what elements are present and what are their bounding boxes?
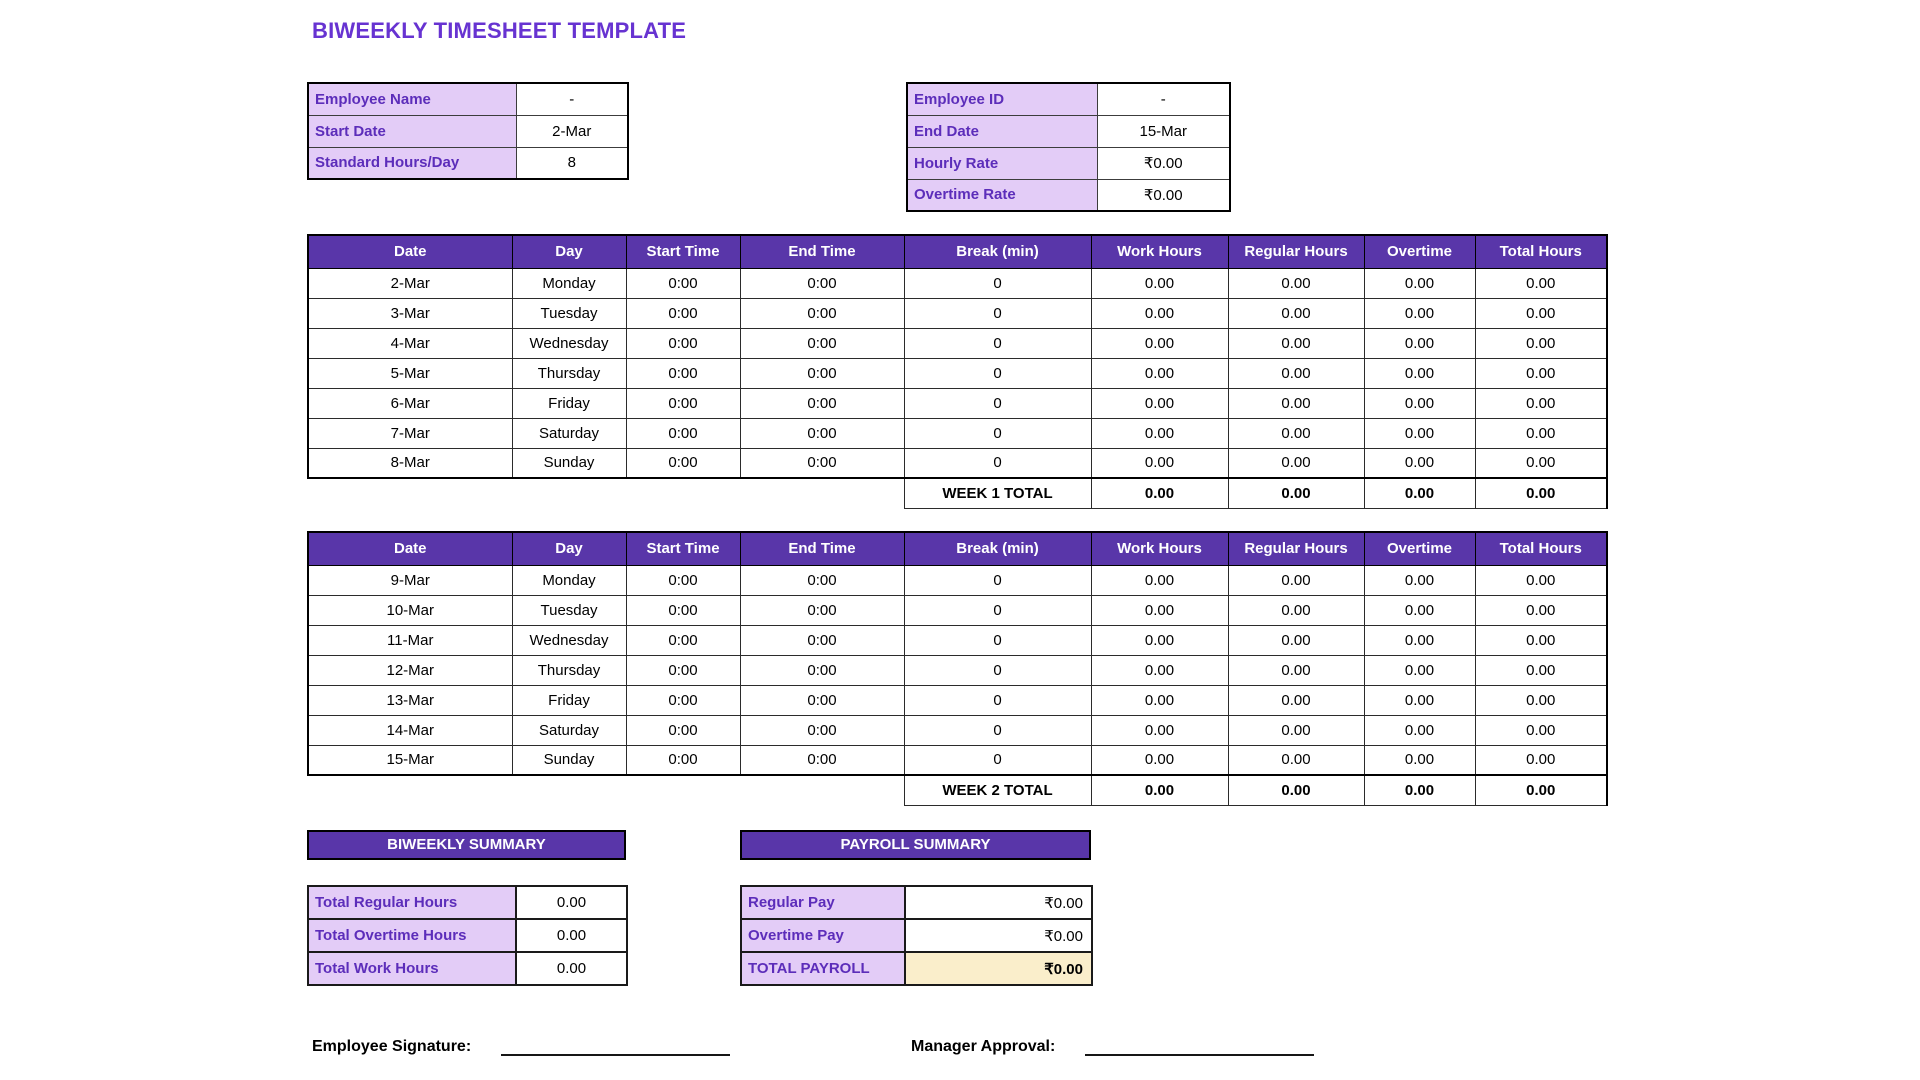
timesheet-cell[interactable]: 0.00 [1475, 595, 1607, 625]
timesheet-cell[interactable]: 0.00 [1364, 388, 1475, 418]
employee-info-right-table [906, 82, 1231, 212]
timesheet-row [308, 715, 1607, 745]
biweekly-summary-label: Total Regular Hours [308, 886, 516, 919]
payroll-summary-label: Overtime Pay [741, 919, 905, 952]
column-header: Break (min) [904, 532, 1091, 565]
week-total-value: 0.00 [1228, 775, 1364, 805]
timesheet-cell: Tuesday [512, 595, 626, 625]
employee-info-label: Start Date [308, 115, 516, 147]
timesheet-cell: Monday [512, 565, 626, 595]
employee-info-value-cell[interactable]: 8 [516, 147, 628, 179]
column-header: Day [512, 235, 626, 268]
timesheet-cell[interactable]: 0.00 [1228, 595, 1364, 625]
payroll-summary-header: PAYROLL SUMMARY [740, 830, 1091, 860]
timesheet-cell[interactable]: 0:00 [626, 268, 740, 298]
column-header: Break (min) [904, 235, 1091, 268]
timesheet-cell[interactable]: 0.00 [1228, 448, 1364, 478]
timesheet-cell[interactable]: 0:00 [740, 418, 904, 448]
biweekly-summary-label: Total Overtime Hours [308, 919, 516, 952]
timesheet-cell[interactable]: 0.00 [1475, 358, 1607, 388]
employee-info-row [308, 83, 628, 115]
employee-info-row [907, 179, 1230, 211]
timesheet-cell[interactable]: 0 [904, 388, 1091, 418]
column-header: Work Hours [1091, 235, 1228, 268]
column-header: Regular Hours [1228, 235, 1364, 268]
manager-approval-line[interactable] [1085, 1038, 1314, 1056]
timesheet-cell: Sunday [512, 745, 626, 775]
timesheet-cell[interactable]: 0 [904, 655, 1091, 685]
timesheet-cell[interactable]: 0.00 [1228, 298, 1364, 328]
biweekly-summary-row [308, 886, 627, 919]
employee-info-row [907, 147, 1230, 179]
employee-info-label: Employee ID [907, 83, 1097, 115]
week-total-label: WEEK 1 TOTAL [904, 478, 1091, 508]
timesheet-cell[interactable]: 0:00 [626, 298, 740, 328]
timesheet-cell[interactable]: 0 [904, 448, 1091, 478]
timesheet-cell[interactable]: 0.00 [1475, 565, 1607, 595]
employee-info-row [907, 83, 1230, 115]
biweekly-summary-row [308, 919, 627, 952]
timesheet-row [308, 358, 1607, 388]
timesheet-cell[interactable]: 0.00 [1091, 685, 1228, 715]
timesheet-cell[interactable]: 0.00 [1364, 298, 1475, 328]
column-header: Total Hours [1475, 235, 1607, 268]
timesheet-cell[interactable]: 0:00 [626, 448, 740, 478]
timesheet-cell[interactable]: 0.00 [1091, 655, 1228, 685]
manager-approval-label: Manager Approval: [911, 1038, 1056, 1055]
timesheet-cell[interactable]: 0.00 [1228, 565, 1364, 595]
timesheet-cell[interactable]: 0 [904, 745, 1091, 775]
biweekly-summary-value: 0.00 [516, 919, 627, 952]
timesheet-cell[interactable]: 0.00 [1091, 565, 1228, 595]
employee-signature-block [312, 1038, 730, 1056]
timesheet-cell[interactable]: 0:00 [626, 745, 740, 775]
timesheet-cell[interactable]: 0:00 [740, 625, 904, 655]
week-total-spacer [308, 478, 904, 508]
timesheet-cell: 8-Mar [308, 448, 512, 478]
timesheet-row [308, 565, 1607, 595]
timesheet-cell[interactable]: 0.00 [1228, 418, 1364, 448]
timesheet-cell: Friday [512, 685, 626, 715]
column-header: Start Time [626, 235, 740, 268]
week-total-value: 0.00 [1228, 478, 1364, 508]
biweekly-summary-row [308, 952, 627, 985]
timesheet-cell[interactable]: 0.00 [1475, 715, 1607, 745]
employee-info-label: Employee Name [308, 83, 516, 115]
timesheet-cell[interactable]: 0:00 [626, 655, 740, 685]
column-header: Total Hours [1475, 532, 1607, 565]
column-header: Regular Hours [1228, 532, 1364, 565]
timesheet-cell[interactable]: 0:00 [626, 565, 740, 595]
employee-info-label: Overtime Rate [907, 179, 1097, 211]
week1-header-row [308, 235, 1607, 268]
employee-info-value-cell[interactable]: 15-Mar [1097, 115, 1230, 147]
employee-info-right [906, 82, 1231, 212]
timesheet-cell: 15-Mar [308, 745, 512, 775]
timesheet-cell: 4-Mar [308, 328, 512, 358]
timesheet-row [308, 448, 1607, 478]
timesheet-cell: Monday [512, 268, 626, 298]
column-header: Overtime [1364, 532, 1475, 565]
timesheet-cell: 12-Mar [308, 655, 512, 685]
timesheet-cell[interactable]: 0:00 [740, 358, 904, 388]
timesheet-cell: Wednesday [512, 328, 626, 358]
week-total-spacer [308, 775, 904, 805]
week-total-label: WEEK 2 TOTAL [904, 775, 1091, 805]
employee-info-value-cell[interactable]: ₹0.00 [1097, 179, 1230, 211]
column-header: Start Time [626, 532, 740, 565]
timesheet-cell[interactable]: 0.00 [1364, 655, 1475, 685]
payroll-summary-label: TOTAL PAYROLL [741, 952, 905, 985]
biweekly-summary-section [307, 885, 628, 986]
payroll-summary-value: ₹0.00 [905, 919, 1092, 952]
payroll-summary-value: ₹0.00 [905, 952, 1092, 985]
timesheet-cell[interactable]: 0.00 [1364, 418, 1475, 448]
employee-info-row [907, 115, 1230, 147]
timesheet-cell: 9-Mar [308, 565, 512, 595]
timesheet-cell[interactable]: 0 [904, 625, 1091, 655]
timesheet-cell: 5-Mar [308, 358, 512, 388]
timesheet-cell[interactable]: 0.00 [1091, 328, 1228, 358]
payroll-summary-label: Regular Pay [741, 886, 905, 919]
week-total-value: 0.00 [1091, 775, 1228, 805]
timesheet-cell[interactable]: 0:00 [740, 298, 904, 328]
timesheet-cell[interactable]: 0 [904, 418, 1091, 448]
timesheet-cell: Wednesday [512, 625, 626, 655]
timesheet-cell: 3-Mar [308, 298, 512, 328]
week-total-row [308, 775, 1607, 805]
timesheet-cell[interactable]: 0.00 [1091, 625, 1228, 655]
timesheet-cell[interactable]: 0.00 [1091, 595, 1228, 625]
payroll-summary-row [741, 952, 1092, 985]
week-total-value: 0.00 [1475, 775, 1607, 805]
timesheet-cell[interactable]: 0.00 [1091, 745, 1228, 775]
timesheet-cell: Thursday [512, 655, 626, 685]
timesheet-cell: Saturday [512, 715, 626, 745]
employee-info-value-cell[interactable]: ₹0.00 [1097, 147, 1230, 179]
timesheet-cell[interactable]: 0:00 [740, 595, 904, 625]
timesheet-cell[interactable]: 0:00 [626, 625, 740, 655]
timesheet-cell[interactable]: 0 [904, 328, 1091, 358]
timesheet-cell: 6-Mar [308, 388, 512, 418]
column-header: Overtime [1364, 235, 1475, 268]
timesheet-cell[interactable]: 0.00 [1228, 268, 1364, 298]
timesheet-cell: 2-Mar [308, 268, 512, 298]
timesheet-cell[interactable]: 0 [904, 685, 1091, 715]
timesheet-cell[interactable]: 0.00 [1475, 388, 1607, 418]
timesheet-row [308, 388, 1607, 418]
timesheet-row [308, 268, 1607, 298]
timesheet-cell[interactable]: 0.00 [1475, 448, 1607, 478]
timesheet-cell[interactable]: 0 [904, 715, 1091, 745]
timesheet-cell[interactable]: 0:00 [740, 268, 904, 298]
week2-timesheet-table [307, 531, 1608, 806]
week-total-value: 0.00 [1091, 478, 1228, 508]
timesheet-cell[interactable]: 0.00 [1364, 595, 1475, 625]
timesheet-cell: Thursday [512, 358, 626, 388]
week1-timesheet-table [307, 234, 1608, 509]
payroll-summary-table [740, 885, 1093, 986]
timesheet-row [308, 298, 1607, 328]
timesheet-cell[interactable]: 0.00 [1091, 715, 1228, 745]
week-total-value: 0.00 [1475, 478, 1607, 508]
manager-approval-block [911, 1038, 1314, 1056]
timesheet-cell[interactable]: 0.00 [1364, 715, 1475, 745]
timesheet-row [308, 655, 1607, 685]
payroll-summary-section [740, 885, 1093, 986]
column-header: Day [512, 532, 626, 565]
timesheet-cell[interactable]: 0:00 [740, 448, 904, 478]
timesheet-cell[interactable]: 0.00 [1364, 268, 1475, 298]
timesheet-cell[interactable]: 0:00 [626, 328, 740, 358]
timesheet-row [308, 685, 1607, 715]
timesheet-cell[interactable]: 0:00 [626, 595, 740, 625]
employee-info-left [307, 82, 629, 180]
timesheet-cell[interactable]: 0.00 [1228, 388, 1364, 418]
column-header: Date [308, 235, 512, 268]
timesheet-cell[interactable]: 0:00 [626, 715, 740, 745]
employee-info-label: End Date [907, 115, 1097, 147]
week-total-value: 0.00 [1364, 775, 1475, 805]
timesheet-cell[interactable]: 0.00 [1091, 298, 1228, 328]
employee-info-row [308, 147, 628, 179]
employee-info-value-cell[interactable]: - [1097, 83, 1230, 115]
timesheet-cell: Saturday [512, 418, 626, 448]
page-title: BIWEEKLY TIMESHEET TEMPLATE [312, 18, 687, 43]
biweekly-summary-label: Total Work Hours [308, 952, 516, 985]
timesheet-cell[interactable]: 0 [904, 298, 1091, 328]
timesheet-cell[interactable]: 0.00 [1228, 358, 1364, 388]
timesheet-cell[interactable]: 0.00 [1228, 715, 1364, 745]
employee-signature-line[interactable] [501, 1038, 730, 1056]
timesheet-cell[interactable]: 0.00 [1364, 685, 1475, 715]
week-total-value: 0.00 [1364, 478, 1475, 508]
biweekly-summary-table [307, 885, 628, 986]
timesheet-cell[interactable]: 0.00 [1364, 745, 1475, 775]
column-header: Date [308, 532, 512, 565]
employee-info-value-cell[interactable]: - [516, 83, 628, 115]
timesheet-cell[interactable]: 0.00 [1364, 358, 1475, 388]
timesheet-cell[interactable]: 0:00 [740, 745, 904, 775]
timesheet-cell[interactable]: 0.00 [1475, 655, 1607, 685]
timesheet-row [308, 595, 1607, 625]
timesheet-cell[interactable]: 0.00 [1228, 328, 1364, 358]
employee-info-value-cell[interactable]: 2-Mar [516, 115, 628, 147]
timesheet-cell[interactable]: 0:00 [740, 328, 904, 358]
employee-info-label: Hourly Rate [907, 147, 1097, 179]
employee-signature-label: Employee Signature: [312, 1038, 472, 1055]
timesheet-cell[interactable]: 0.00 [1364, 625, 1475, 655]
timesheet-cell[interactable]: 0:00 [626, 685, 740, 715]
timesheet-row [308, 745, 1607, 775]
timesheet-cell[interactable]: 0.00 [1475, 745, 1607, 775]
biweekly-summary-value: 0.00 [516, 886, 627, 919]
timesheet-cell[interactable]: 0.00 [1091, 388, 1228, 418]
timesheet-cell[interactable]: 0.00 [1364, 565, 1475, 595]
timesheet-cell: Sunday [512, 448, 626, 478]
timesheet-cell[interactable]: 0.00 [1364, 448, 1475, 478]
timesheet-cell[interactable]: 0.00 [1475, 328, 1607, 358]
timesheet-row [308, 418, 1607, 448]
timesheet-cell[interactable]: 0:00 [740, 655, 904, 685]
timesheet-cell[interactable]: 0 [904, 268, 1091, 298]
timesheet-cell[interactable]: 0.00 [1091, 358, 1228, 388]
payroll-summary-row [741, 919, 1092, 952]
timesheet-cell[interactable]: 0.00 [1475, 685, 1607, 715]
timesheet-cell[interactable]: 0:00 [740, 685, 904, 715]
week1-section [307, 234, 1608, 509]
timesheet-cell[interactable]: 0:00 [626, 418, 740, 448]
biweekly-summary-value: 0.00 [516, 952, 627, 985]
timesheet-cell: 10-Mar [308, 595, 512, 625]
column-header: End Time [740, 235, 904, 268]
timesheet-cell[interactable]: 0.00 [1228, 745, 1364, 775]
column-header: Work Hours [1091, 532, 1228, 565]
timesheet-cell[interactable]: 0:00 [740, 565, 904, 595]
timesheet-cell[interactable]: 0 [904, 565, 1091, 595]
timesheet-cell[interactable]: 0:00 [626, 388, 740, 418]
timesheet-row [308, 625, 1607, 655]
payroll-summary-value: ₹0.00 [905, 886, 1092, 919]
timesheet-cell[interactable]: 0:00 [740, 388, 904, 418]
timesheet-cell[interactable]: 0.00 [1228, 685, 1364, 715]
payroll-summary-row [741, 886, 1092, 919]
timesheet-cell: Friday [512, 388, 626, 418]
timesheet-cell[interactable]: 0.00 [1475, 298, 1607, 328]
timesheet-cell[interactable]: 0.00 [1091, 418, 1228, 448]
week-total-row [308, 478, 1607, 508]
timesheet-cell: Tuesday [512, 298, 626, 328]
timesheet-cell[interactable]: 0 [904, 595, 1091, 625]
timesheet-cell[interactable]: 0 [904, 358, 1091, 388]
column-header: End Time [740, 532, 904, 565]
biweekly-summary-header: BIWEEKLY SUMMARY [307, 830, 626, 860]
timesheet-cell[interactable]: 0:00 [740, 715, 904, 745]
timesheet-cell[interactable]: 0.00 [1475, 418, 1607, 448]
timesheet-cell[interactable]: 0.00 [1228, 625, 1364, 655]
timesheet-cell[interactable]: 0.00 [1091, 268, 1228, 298]
timesheet-cell[interactable]: 0.00 [1475, 625, 1607, 655]
week2-header-row [308, 532, 1607, 565]
timesheet-cell: 13-Mar [308, 685, 512, 715]
timesheet-cell[interactable]: 0.00 [1228, 655, 1364, 685]
timesheet-cell: 11-Mar [308, 625, 512, 655]
timesheet-cell: 7-Mar [308, 418, 512, 448]
timesheet-cell: 14-Mar [308, 715, 512, 745]
employee-info-row [308, 115, 628, 147]
timesheet-row [308, 328, 1607, 358]
timesheet-cell[interactable]: 0.00 [1364, 328, 1475, 358]
employee-info-left-table [307, 82, 629, 180]
week2-section [307, 531, 1608, 806]
employee-info-label: Standard Hours/Day [308, 147, 516, 179]
timesheet-cell[interactable]: 0.00 [1091, 448, 1228, 478]
timesheet-cell[interactable]: 0:00 [626, 358, 740, 388]
timesheet-cell[interactable]: 0.00 [1475, 268, 1607, 298]
